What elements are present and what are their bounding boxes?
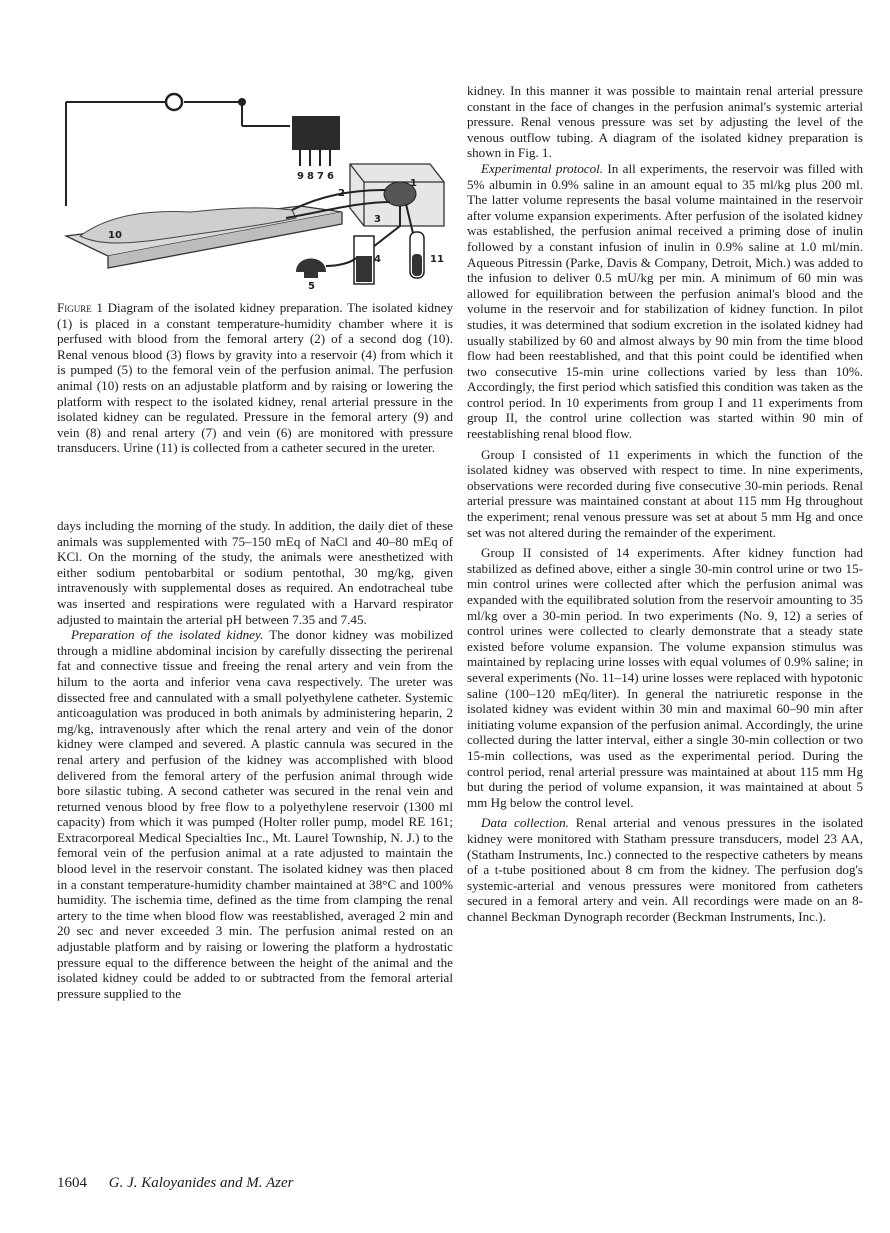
figure-number-6: 6	[327, 171, 334, 182]
page-footer	[57, 1175, 293, 1192]
figure-number-11: 11	[430, 254, 444, 265]
paragraph: days including the morning of the study. In addition, the daily diet of these animals was supplemented with 75–150 mEq of NaCl and 40–80 mEq of KCl. On the morning of the study, the animals were anesthetized with either sodium pentobarbital or sodium pentothal, 30 mg/kg, given intravenously with supplemental doses as required. An endotracheal tube was inserted and respirations were regulated with a Harvard respirator adjusted to maintain the arterial pH between 7.35 and 7.45.	[57, 518, 453, 627]
right-column	[467, 83, 863, 924]
figure-number-7: 7	[317, 171, 324, 182]
paragraph-data-collection	[467, 815, 863, 924]
figure-number-9: 9	[297, 171, 304, 182]
section-heading: Preparation of the isolated kidney.	[71, 627, 264, 643]
paragraph-group-i: Group I consisted of 11 experiments in which the function of the isolated kidney was observed with respect to time. In nine experiments, observations were recorded during five consecutive 30-min periods. Renal arterial pressure was maintained constant at about 115 mm Hg throughout the experiment; renal venous pressure was set at about 5 mm Hg and once set was not altered during the remainder of the experiment.	[467, 446, 863, 540]
figure-number-1: 1	[410, 178, 417, 189]
paragraph: kidney. In this manner it was possible to maintain renal arterial pressure constant in the face of changes in the perfusion animal's systemic arterial pressure. Renal venous pressure was set by adjusting the level of the venous outflow tubing. A diagram of the isolated kidney preparation is shown in Fig. 1.	[467, 83, 863, 161]
figure-caption	[57, 300, 453, 456]
isolated-kidney-diagram	[60, 86, 452, 291]
figure-number-4: 4	[374, 254, 381, 265]
figure-number-3: 3	[374, 214, 381, 225]
paragraph-text: Renal arterial and venous pressures in the isolated kidney were monitored with Statham pressure transducers, model 23 AA, (Statham Instruments, Inc.) connected to the respective catheters by means of a t-tube positioned about 8 cm from the kidney. The perfusion dog's systemic-arterial and venous pressures were monitored from catheters secured in a femoral artery and vein. All recordings were made on an 8-channel Beckman Dynograph recorder (Beckman Instruments, Inc.).	[467, 815, 863, 924]
section-heading: Data collection.	[481, 815, 569, 831]
section-heading: Experimental protocol.	[481, 160, 604, 176]
figure-number-5: 5	[308, 281, 315, 291]
left-column	[57, 518, 453, 1001]
paragraph-group-ii: Group II consisted of 14 experiments. After kidney function had stabilized as defined above, either a single 30-min control urine or two 15-min control urines were collected after which the perfusion animal was expanded with the equilibrated solution from the reservoir amounting to 35 ml/kg over a 30-min period. In two experiments (No. 9, 12) a series of control urines were collected to clearly demonstrate that a steady state existed before volume expansion. The volume expansion stimulus was maintained by replacing urine losses with equal volumes of 0.9% saline; in several experiments (No. 11–14) urine losses were replaced with hypotonic saline (100–120 mEq/liter). In general the natriuretic response in the isolated kidney was evident within 30 min and maximal 60–90 min after initiating volume expansion of the perfusion animal. Accordingly, the urine collected during the latter interval, either a single 30-min collection or two 15-min collections, was used as the experimental period. During the control period, renal arterial pressure was maintained at about 115 mm Hg but during the period of volume expansion, it was maintained at about 5 mm Hg below the control level.	[467, 545, 863, 810]
running-authors: G. J. Kaloyanides and M. Azer	[108, 1175, 294, 1191]
figure-caption-text: Diagram of the isolated kidney preparation. The isolated kidney (1) is placed in a constant temperature-humidity chamber where it is perfused with blood from the femoral artery (2) of a second dog (10). Renal venous blood (3) flows by gravity into a reservoir (4) from which it is pumped (5) to the femoral vein of the perfusion animal. The perfusion animal (10) rests on an adjustable platform and by raising or lowering the platform with respect to the isolated kidney, renal arterial pressure in the isolated kidney can be regulated. Pressure in the femoral artery (9) and vein (8) and renal artery (7) and vein (6) are monitored with pressure transducers. Urine (11) is collected from a catheter secured in the ureter.	[57, 300, 453, 456]
figure-number-10: 10	[108, 230, 122, 241]
figure-label: Figure 1	[57, 300, 103, 315]
page-number: 1604	[57, 1175, 87, 1191]
paragraph-text: In all experiments, the reservoir was filled with 5% albumin in 0.9% saline in an amount equal to 35 ml/kg plus 200 ml. The latter volume represents the basal volume maintained in the reservoir after volume expansion experiments. After perfusion of the isolated kidney was established, the perfusion animal received a priming dose of inulin followed by a constant infusion of inulin in 0.9% saline at 1.0 ml/min. Aqueous Pitressin (Parke, Davis & Company, Detroit, Mich.) was added to the infusion to deliver 0.5 mU/kg per min. A minimum of 60 min was allowed for equilibration between the perfusion animal's blood and the volume in the reservoir and for stabilization of kidney function. In pilot studies, it was determined that sodium excretion in the isolated kidney had usually stabilized by 60 and almost always by 90 min from the time blood flow had been reestablished, and that this point could be identified when two consecutive 15-min urine collections varied by less than 10%. Accordingly, the first period which satisfied this condition was taken as the control period. In 10 experiments from group I and 11 experiments from group II, the control urine collection was started within 90 min of reestablishing renal blood flow.	[467, 160, 863, 442]
paragraph-preparation	[57, 627, 453, 1001]
figure-number-2: 2	[338, 188, 345, 199]
paragraph-protocol	[467, 161, 863, 442]
figure-number-8: 8	[307, 171, 314, 182]
paragraph-text: The donor kidney was mobilized through a midline abdominal incision by carefully dissecting the perirenal fat and connective tissue and freeing the renal artery and vein from the hilum to the aorta and inferior vena cava respectively. The ureter was dissected free and cannulated with a small polyethylene catheter. Systemic anticoagulation was produced in both animals by administering heparin, 2 mg/kg, intravenously after which the renal artery and vein of the donor kidney were clamped and severed. A plastic cannula was secured in the renal artery and perfusion of the kidney was accomplished with blood delivered from the femoral artery of the perfusion animal through wide bore silastic tubing. A second catheter was secured in the renal vein and returned venous blood by free flow to a polyethylene reservoir (1300 ml capacity) from which it was pumped (Holter roller pump, model RE 161; Extracorporeal Medical Specialties Inc., Mt. Laurel Township, N. J.) to the femoral vein of the perfusion animal at a rate adjusted to maintain the blood level in the reservoir constant. The isolated kidney was then placed in a constant temperature-humidity chamber maintained at 38°C and 100% humidity. The ischemia time, defined as the time from clamping the renal artery to the time when blood flow was reestablished, averaged 2 min and 20 sec and never exceeded 3 min. The perfusion animal rested on an adjustable platform and by raising or lowering the platform a hydrostatic pressure equal to the difference between the height of the animal and the isolated kidney could be added to or subtracted from the femoral arterial pressure supplied to the	[57, 627, 453, 1001]
